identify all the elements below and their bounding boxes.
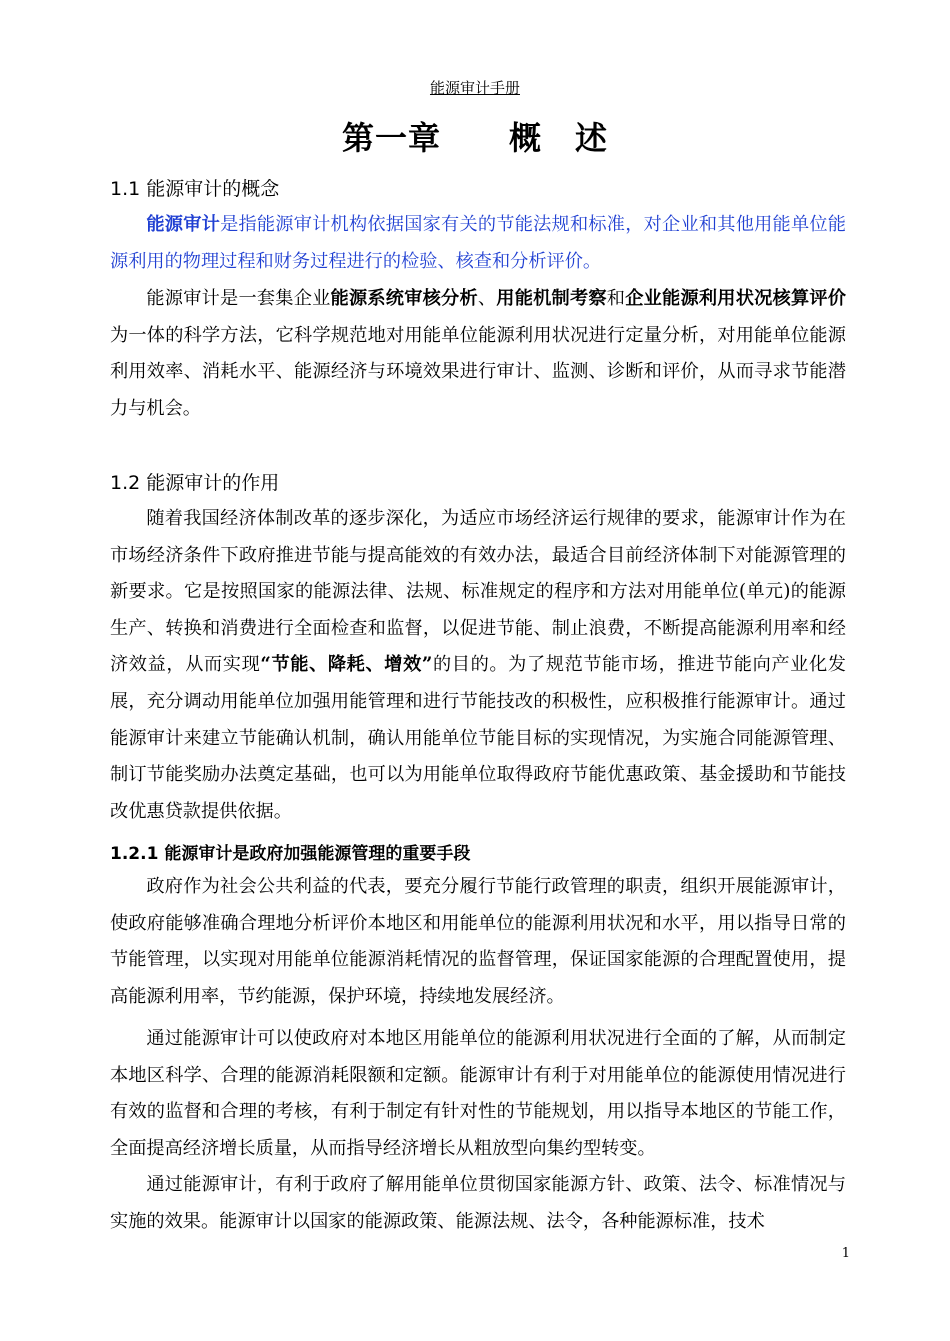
paragraph-policy: 通过能源审计，有利于政府了解用能单位贯彻国家能源方针、政策、法令、标准情况与实施的效果。能源审计以国家的能源政策、能源法规、法令，各种能源标准，技术	[110, 1174, 846, 1232]
paragraph-definition	[110, 207, 846, 280]
running-header-text: 能源审计手册	[429, 79, 520, 97]
paragraph-role	[110, 501, 846, 830]
page-number: 1	[841, 1246, 850, 1261]
paragraph-method	[110, 281, 846, 427]
method-bold-3: 企业能源利用状况核算评价	[625, 288, 846, 309]
definition-body: 是指能源审计机构依据国家有关的节能法规和标准，对企业和其他用能单位能源利用的物理过程和财务过程进行的检验、核查和分析评价。	[110, 214, 846, 272]
method-text-1: 能源审计是一套集企业	[146, 288, 331, 309]
chapter-name: 概 述	[509, 119, 609, 157]
role-text-2: 的目的。为了规范节能市场，推进节能向产业化发展，充分调动用能单位加强用能管理和进行节能技改的积极性，应积极推行能源审计。通过能源审计来建立节能确认机制，确认用能单位节能目标的实现情况，为实施合同能源管理、制订节能奖励办法奠定基础，也可以为用能单位取得政府节能优惠政策、基金援助和节能技改优惠贷款提供依据。	[110, 654, 846, 822]
role-text-1: 随着我国经济体制改革的逐步深化，为适应市场经济运行规律的要求，能源审计作为在市场经济条件下政府推进节能与提高能效的有效办法，最适合目前经济体制下对能源管理的新要求。它是按照国家的能源法律、法规、标准规定的程序和方法对用能单位(单元)的能源生产、转换和消费进行全面检查和监督，以促进节能、制止浪费，不断提高能源利用率和经济效益，从而实现	[110, 508, 846, 676]
method-text-4: 为一体的科学方法，它科学规范地对用能单位能源利用状况进行定量分析，对用能单位能源利用效率、消耗水平、能源经济与环境效果进行审计、监测、诊断和评价，从而寻求节能潜力与机会。	[110, 324, 846, 419]
chapter-title	[0, 116, 950, 160]
method-text-2: 、	[477, 288, 497, 309]
definition-term: 能源审计	[146, 214, 221, 235]
method-text-3: 和	[606, 288, 626, 309]
method-bold-1: 能源系统审核分析	[330, 288, 478, 309]
section-heading-1-1: 1.1 能源审计的概念	[110, 178, 280, 200]
running-header	[0, 78, 950, 98]
section-heading-1-2: 1.2 能源审计的作用	[110, 472, 280, 494]
definition-text	[110, 214, 846, 272]
section-heading-1-2-1: 1.2.1 能源审计是政府加强能源管理的重要手段	[110, 844, 471, 864]
paragraph-overview: 通过能源审计可以使政府对本地区用能单位的能源利用状况进行全面的了解，从而制定本地区科学、合理的能源消耗限额和定额。能源审计有利于对用能单位的能源使用情况进行有效的监督和合理的考核，有利于制定有针对性的节能规划，用以指导本地区的节能工作，全面提高经济增长质量，从而指导经济增长从粗放型向集约型转变。	[110, 1028, 846, 1159]
paragraph-government: 政府作为社会公共利益的代表，要充分履行节能行政管理的职责，组织开展能源审计，使政府能够准确合理地分析评价本地区和用能单位的能源利用状况和水平，用以指导日常的节能管理，以实现对用能单位能源消耗情况的监督管理，保证国家能源的合理配置使用，提高能源利用率，节约能源，保护环境，持续地发展经济。	[110, 876, 846, 1007]
role-bold: “节能、降耗、增效”	[260, 654, 433, 676]
method-bold-2: 用能机制考察	[496, 288, 607, 309]
chapter-prefix: 第一章	[341, 119, 441, 157]
